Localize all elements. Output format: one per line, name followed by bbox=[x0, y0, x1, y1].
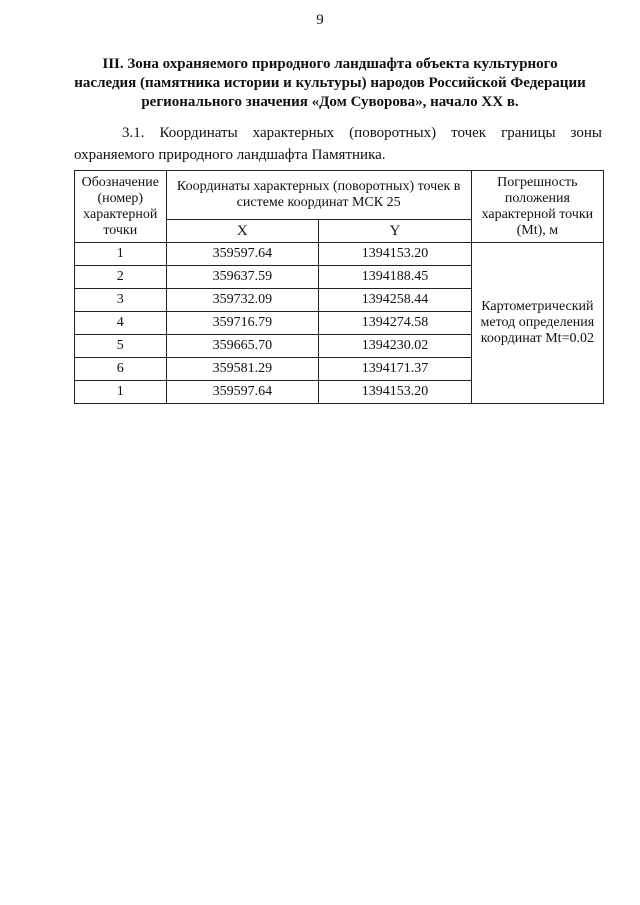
cell-x: 359597.64 bbox=[166, 381, 319, 404]
table-header-row bbox=[75, 171, 604, 220]
cell-point: 2 bbox=[75, 266, 167, 289]
section-title bbox=[60, 55, 600, 112]
section-title-line: III. Зона охраняемого природного ландшафта объекта культурного bbox=[102, 56, 558, 72]
cell-point: 4 bbox=[75, 312, 167, 335]
cell-point: 3 bbox=[75, 289, 167, 312]
cell-x: 359597.64 bbox=[166, 243, 319, 266]
cell-x: 359665.70 bbox=[166, 335, 319, 358]
cell-y: 1394153.20 bbox=[319, 243, 472, 266]
cell-x: 359716.79 bbox=[166, 312, 319, 335]
section-title-line: наследия (памятника истории и культуры) народов Российской Федерации bbox=[74, 75, 586, 91]
cell-point: 6 bbox=[75, 358, 167, 381]
cell-y: 1394188.45 bbox=[319, 266, 472, 289]
cell-y: 1394171.37 bbox=[319, 358, 472, 381]
coordinates-table bbox=[74, 170, 604, 404]
cell-x: 359581.29 bbox=[166, 358, 319, 381]
cell-x: 359732.09 bbox=[166, 289, 319, 312]
cell-point: 5 bbox=[75, 335, 167, 358]
header-coordinates: Координаты характерных (поворотных) точек в системе координат МСК 25 bbox=[166, 171, 471, 220]
paragraph-line: 3.1. Координаты характерных (поворотных) точек границы зоны bbox=[122, 125, 602, 141]
cell-point: 1 bbox=[75, 381, 167, 404]
header-point: Обозначение (номер) характерной точки bbox=[75, 171, 167, 243]
header-y: Y bbox=[319, 220, 472, 243]
cell-x: 359637.59 bbox=[166, 266, 319, 289]
cell-y: 1394274.58 bbox=[319, 312, 472, 335]
cell-point: 1 bbox=[75, 243, 167, 266]
cell-y: 1394230.02 bbox=[319, 335, 472, 358]
section-title-line: регионального значения «Дом Суворова», начало XX в. bbox=[141, 94, 519, 110]
cell-y: 1394153.20 bbox=[319, 381, 472, 404]
cell-error-method: Картометрический метод определения координат Mt=0.02 bbox=[471, 243, 603, 404]
table-row bbox=[75, 243, 604, 266]
cell-y: 1394258.44 bbox=[319, 289, 472, 312]
paragraph-line: охраняемого природного ландшафта Памятника. bbox=[74, 147, 386, 163]
header-x: X bbox=[166, 220, 319, 243]
header-error: Погрешность положения характерной точки (Mt), м bbox=[471, 171, 603, 243]
intro-paragraph bbox=[74, 122, 602, 166]
page-number: 9 bbox=[316, 12, 324, 28]
